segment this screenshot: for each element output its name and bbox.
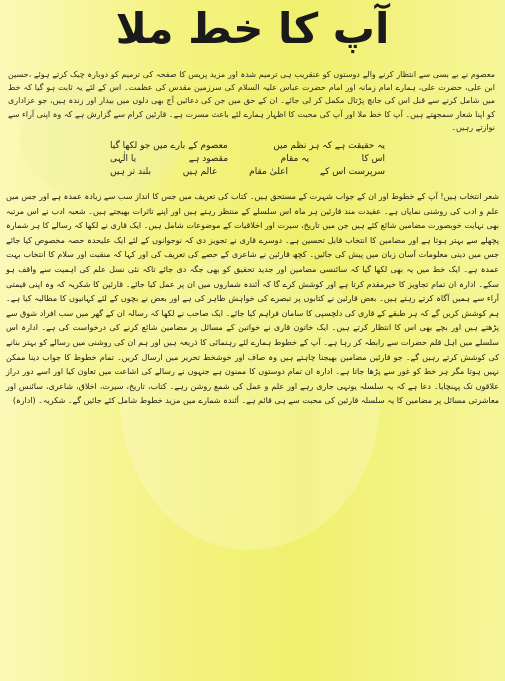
poem-verse: مقصود ہے xyxy=(188,154,229,164)
letters-text: شعر انتخاب ہیں! آپ کے خطوط اور ان کے جواب شہرت کے مستحق ہیں۔ کتاب کی تعریف میں جس کا انداز سب سے زیادہ عمدہ ہے اور جس میں علم و ادب کی روشنی نمایاں ہے۔ عقیدت مند قارئین ہر ماہ اس سلسلے کے منتظر رہتے ہیں اور اپنے تاثرات بھیجتے ہیں۔ شعبہ ادب نے اس مرتبہ بھی نہایت خوبصورت مضامین شائع کئے ہیں جن میں تاریخ، سیرت اور اخلاقیات کے موضوعات شامل ہیں۔ ایک قاری نے لکھا کہ رسالے کا ہر شمارہ پچھلے سے بہتر ہوتا ہے اور مضامین کا انتخاب قابل تحسین ہے۔ دوسرے قاری نے تجویز دی کہ نوجوانوں کے لئے ایک علیحدہ حصہ مخصوص کیا جائے جس میں دینی معلومات آسان زبان میں پیش کی جائیں۔ کچھ قارئین نے شاعری کے حصے کی تعریف کی اور کہا کہ منقبت اور سلام کا انتخاب بہت عمدہ ہے۔ ایک خط میں یہ بھی لکھا گیا کہ سائنسی مضامین اور جدید تحقیق کو بھی جگہ دی جائے تاکہ نئی نسل علم کی اہمیت سے واقف ہو سکے۔ ادارہ ان تمام تجاویز کا خیرمقدم کرتا ہے اور کوشش کرے گا کہ آئندہ شماروں میں ان پر عمل کیا جائے۔ قارئین کا شکریہ کہ وہ اپنی قیمتی آراء سے ہمیں آگاہ کرتے رہتے ہیں۔ بعض قارئین نے کتابوں پر تبصرے کی خواہش ظاہر کی ہے اور بعض نے بچوں کے لئے کہانیوں کا مطالبہ کیا ہے۔ ہم کوشش کریں گے کہ ہر طبقے کے قاری کی دلچسپی کا سامان فراہم کیا جائے۔ ایک صاحب نے لکھا کہ رسالہ ان کے گھر میں سب افراد شوق سے پڑھتے ہیں اور بچے بھی اس کا انتظار کرتے ہیں۔ ایک خاتون قاری نے خواتین کے مسائل پر مضامین شائع کرنے کی درخواست کی ہے۔ ادارہ اس سلسلے میں اہل قلم حضرات سے رابطہ کر رہا ہے۔ آپ کے خطوط ہمارے لئے رہنمائی کا ذریعہ ہیں اور ہم ان کی روشنی میں رسالے کو بہتر بنانے کی کوشش کرتے رہیں گے۔ جو قارئین مضامین بھیجنا چاہتے ہیں وہ صاف اور خوشخط تحریر میں ارسال کریں۔ تمام خطوط کا جواب دینا ممکن نہیں ہوتا مگر ہر خط کو غور سے پڑھا جاتا ہے۔ ادارہ ان تمام دوستوں کا ممنون ہے جنہوں نے رسالے کی اشاعت میں تعاون کیا اور اسے دور دراز علاقوں تک پہنچایا۔ دعا ہے کہ یہ سلسلہ یونہی جاری رہے اور علم و عمل کی شمع روشن رہے۔ کتاب، تاریخ، سیرت، اخلاق، شاعری، سائنس اور معاشرتی مسائل پر مضامین کا یہ سلسلہ قارئین کی محبت سے ہی قائم ہے۔ آئندہ شمارے میں مزید خطوط شامل کئے جائیں گے۔ شکریہ۔ (ادارہ) xyxy=(6,192,499,406)
poem-verse: یا الٰہی xyxy=(110,154,137,164)
letters-body xyxy=(6,190,499,677)
poem-verse: اس کا xyxy=(361,154,385,164)
poem-verse: بلند تر ہیں xyxy=(110,167,151,177)
poem-line xyxy=(110,140,385,153)
poem-verse: معصوم کے بارے میں جو لکھا گیا xyxy=(110,141,228,151)
poem-verse: یہ مقام xyxy=(280,154,309,164)
poem-verse: عالم ہیں xyxy=(182,167,218,177)
intro-paragraph: معصوم نے بے بسی سے انتظار کرنے والے دوستوں کو عنقریب ہی ترمیم شدہ اور مزید پریس کا صفحہ کی ترمیم کو دوبارہ چیک کرتے ہوئے ،حسین ابن علی، حضرت علی، ہمارے امام زمانہ اور امام حضرت عباس علیہ السلام کی سرزمین مقدس کی عظمت۔ اس کے لئے یہ ثابت ہو گیا کہ خط میں شامل کرنے سے قبل اس کی جانچ پڑتال مکمل کر لی جائے۔ ان کے حق میں جن کی دعائیں آج بھی دلوں میں بیدار اور زندہ ہیں، جو عزاداری کو اپنا شعار سمجھتے ہیں۔ آپ کا خط ملا اور آپ کی محبت کا اظہار ہمارے لئے باعث مسرت ہے۔ قارئین کرام سے گزارش ہے کہ وہ اپنی آراء سے نوازتے رہیں۔ xyxy=(8,70,495,132)
poem-verse: اعلیٰ مقام xyxy=(249,167,289,177)
poem-block xyxy=(110,140,385,179)
poem-verse: یہ حقیقت ہے کہ ہر نظم میں xyxy=(273,141,385,151)
poem-line xyxy=(110,166,385,179)
poem-verse: سرپرست اس کے xyxy=(319,167,385,177)
page-title: آپ کا خط ملا xyxy=(115,4,390,53)
poem-line xyxy=(110,153,385,166)
